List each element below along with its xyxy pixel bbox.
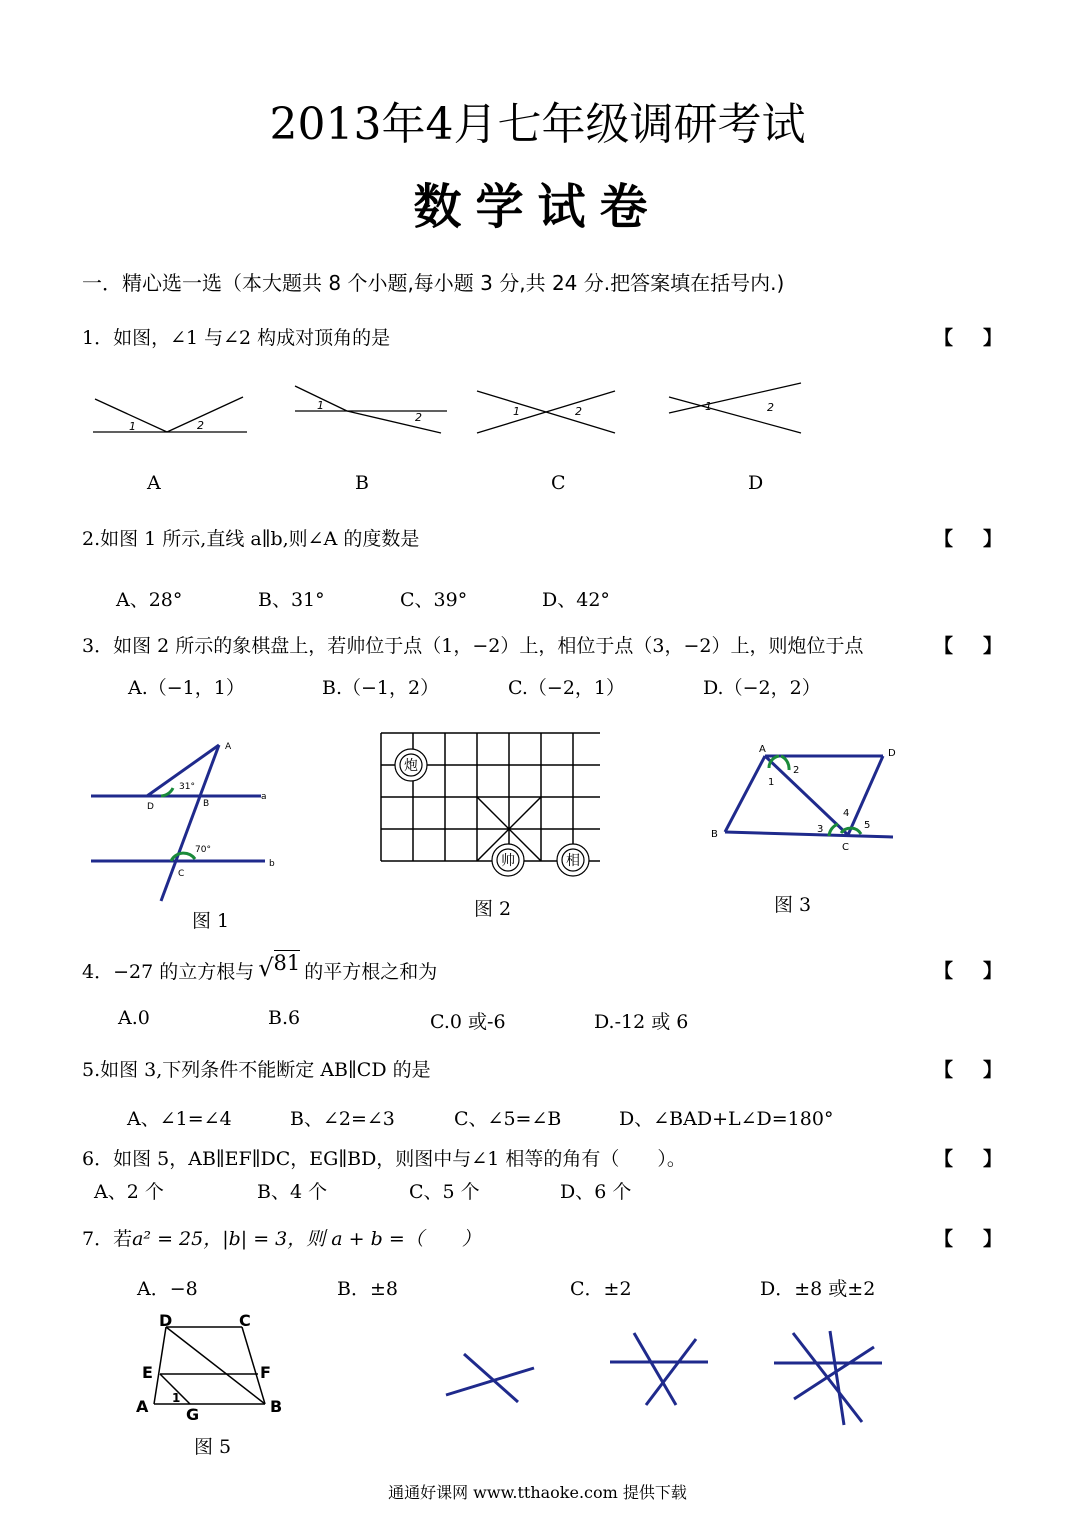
question-5: 5.如图 3,下列条件不能断定 AB∥CD 的是: [82, 1059, 431, 1081]
fig1-line-b: b: [269, 859, 275, 869]
section-heading: 一．精心选一选（本大题共 8 个小题,每小题 3 分,共 24 分.把答案填在括号内.): [82, 271, 785, 295]
q7-text-a: 7．若: [82, 1228, 133, 1250]
q6-option-b: B、4 个: [257, 1181, 328, 1203]
fig5-caption: 图 5: [194, 1436, 232, 1458]
q3-option-b: B.（−1，2）: [322, 677, 440, 699]
q4-text-b: 的平方根之和为: [304, 961, 438, 983]
fig1-line-a: a: [261, 792, 267, 802]
piece-pao: 炮: [404, 758, 418, 774]
piece-shuai: 帅: [501, 853, 515, 869]
answer-bracket-2: 【】: [934, 528, 1033, 550]
fig5-point-g: G: [186, 1405, 200, 1422]
fig1-point-a: A: [225, 742, 232, 752]
q4-option-b: B.6: [268, 1007, 301, 1029]
q3-option-d: D.（−2，2）: [703, 677, 821, 699]
footer-credit: 通通好课网 www.tthaoke.com 提供下载: [388, 1483, 687, 1502]
svg-text:1: 1: [129, 420, 136, 433]
question-7: [82, 1224, 481, 1251]
fig1-angle-31: 31°: [179, 782, 195, 792]
piece-xiang: 相: [566, 853, 580, 869]
answer-bracket-1: 【】: [934, 327, 1033, 349]
q2-option-a: A、28°: [116, 589, 183, 611]
figure-5: [132, 1312, 292, 1422]
fig5-point-e: E: [142, 1363, 153, 1382]
question-2: 2.如图 1 所示,直线 a∥b,则∠A 的度数是: [82, 528, 420, 550]
fig5-angle-1: 1: [172, 1391, 181, 1405]
q1-label-c: C: [551, 472, 566, 494]
question-3: 3．如图 2 所示的象棋盘上，若帅位于点（1，−2）上，相位于点（3，−2）上，则炮位于点: [82, 635, 864, 657]
intersecting-lines-figures: [440, 1325, 890, 1430]
q1-label-b: B: [355, 472, 369, 494]
q6-option-d: D、6 个: [560, 1181, 632, 1203]
fig5-point-c: C: [239, 1312, 251, 1330]
svg-text:2: 2: [767, 401, 774, 414]
q5-option-a: A、∠1=∠4: [127, 1108, 232, 1130]
q7-option-a: A．−8: [137, 1278, 198, 1300]
svg-text:1: 1: [705, 400, 712, 413]
q5-option-c: C、∠5=∠B: [454, 1108, 562, 1130]
q7-option-b: B．±8: [337, 1278, 398, 1300]
svg-text:2: 2: [575, 405, 582, 418]
figure-3: [705, 740, 905, 855]
answer-bracket-7: 【】: [934, 1228, 1033, 1250]
q7-option-d: D．±8 或±2: [760, 1278, 876, 1300]
q3-option-a: A.（−1，1）: [128, 677, 245, 699]
fig3-angle-2: 2: [793, 765, 800, 776]
svg-text:2: 2: [415, 411, 422, 424]
fig2-caption: 图 2: [474, 898, 512, 920]
fig3-point-c: C: [842, 842, 849, 853]
fig1-angle-70: 70°: [195, 845, 211, 855]
question-6: 6．如图 5，AB∥EF∥DC，EG∥BD，则图中与∠1 相等的角有（ ）。: [82, 1148, 686, 1170]
fig3-angle-5: 5: [864, 820, 871, 831]
q4-radicand: 81: [273, 951, 301, 975]
q1-figures: [85, 375, 815, 445]
answer-bracket-5: 【】: [934, 1059, 1033, 1081]
q6-option-c: C、5 个: [409, 1181, 480, 1203]
q4-text-a: 4．−27 的立方根与: [82, 961, 255, 983]
fig5-point-b: B: [270, 1397, 283, 1416]
fig1-point-b: B: [203, 799, 210, 809]
svg-text:2: 2: [197, 419, 204, 432]
fig3-angle-4: 4: [843, 808, 850, 819]
fig1-point-c: C: [178, 869, 185, 879]
question-4: [82, 951, 438, 984]
fig3-caption: 图 3: [774, 894, 812, 916]
q7-math: a² = 25，|b| = 3，则 a + b =（ ）: [132, 1228, 481, 1250]
fig3-point-d: D: [888, 748, 896, 759]
fig1-caption: 图 1: [192, 910, 230, 932]
fig1-point-d: D: [147, 802, 154, 812]
q7-option-c: C．±2: [570, 1278, 632, 1300]
paper-subtitle: 数学试卷: [413, 179, 662, 235]
svg-text:1: 1: [317, 399, 324, 412]
fig3-angle-3: 3: [817, 824, 824, 835]
q5-option-b: B、∠2=∠3: [290, 1108, 395, 1130]
answer-bracket-3: 【】: [934, 635, 1033, 657]
answer-bracket-4: 【】: [934, 960, 1033, 982]
q3-option-c: C.（−2，1）: [508, 677, 625, 699]
q1-label-d: D: [748, 472, 764, 494]
svg-text:1: 1: [513, 405, 520, 418]
q2-option-d: D、42°: [542, 589, 610, 611]
q4-option-d: D.-12 或 6: [594, 1011, 689, 1033]
fig5-point-a: A: [136, 1397, 149, 1416]
fig5-point-f: F: [260, 1363, 271, 1382]
q5-option-d: D、∠BAD+L∠D=180°: [619, 1108, 834, 1130]
fig3-angle-1: 1: [768, 777, 775, 788]
q1-label-a: A: [147, 472, 161, 494]
q2-option-b: B、31°: [258, 589, 325, 611]
fig3-point-b: B: [711, 829, 718, 840]
question-1: 1．如图，∠1 与∠2 构成对顶角的是: [82, 327, 391, 349]
sqrt-81: √81: [258, 951, 301, 982]
fig5-point-d: D: [159, 1312, 173, 1330]
q4-option-c: C.0 或-6: [430, 1011, 506, 1033]
q2-option-c: C、39°: [400, 589, 468, 611]
answer-bracket-6: 【】: [934, 1148, 1033, 1170]
figure-2-chessboard: [378, 730, 600, 880]
q4-option-a: A.0: [118, 1007, 150, 1029]
figure-1: [85, 735, 285, 910]
exam-title: 2013年4月七年级调研考试: [269, 99, 806, 150]
fig3-point-a: A: [759, 744, 766, 755]
q6-option-a: A、2 个: [94, 1181, 164, 1203]
